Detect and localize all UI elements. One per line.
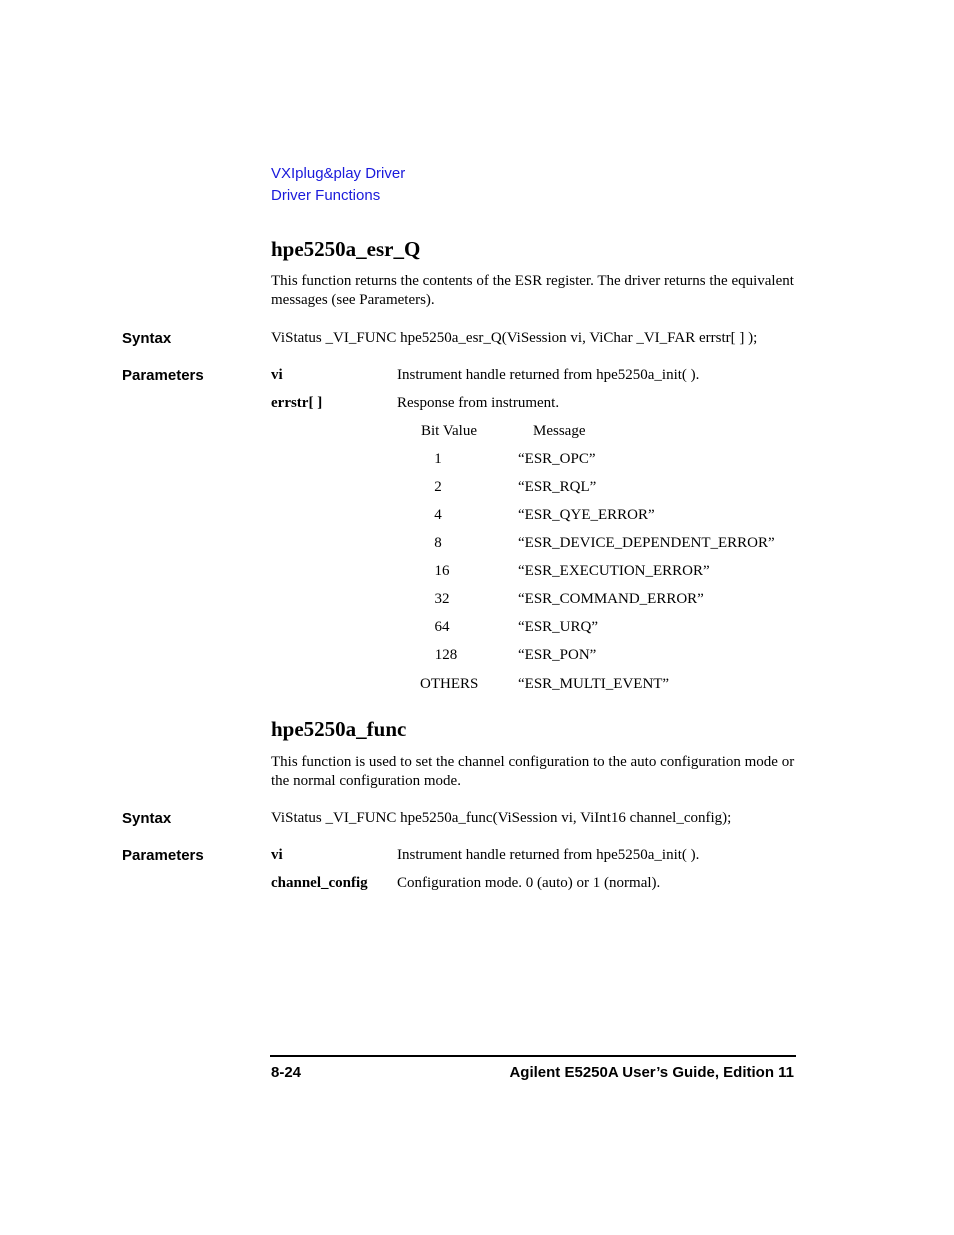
table-cell-bit: 128	[434, 647, 458, 663]
parameters-label: Parameters	[122, 367, 204, 384]
page-number: 8-24	[271, 1064, 302, 1081]
param-name: errstr[ ]	[271, 395, 323, 411]
table-cell-message: “ESR_EXECUTION_ERROR”	[518, 563, 710, 579]
parameters-label: Parameters	[122, 847, 204, 864]
table-cell-bit: 16	[434, 563, 450, 579]
table-cell-message: “ESR_COMMAND_ERROR”	[518, 591, 704, 607]
table-cell-message: “ESR_PON”	[518, 647, 597, 663]
table-cell-message: “ESR_URQ”	[518, 619, 598, 635]
table-cell-message: “ESR_QYE_ERROR”	[518, 507, 655, 523]
table-cell-bit: 1	[434, 451, 442, 467]
breadcrumb-link-driver-functions[interactable]: Driver Functions	[271, 187, 381, 204]
table-cell-bit: 64	[434, 619, 450, 635]
param-name: vi	[271, 847, 283, 863]
param-desc: Instrument handle returned from hpe5250a_init( ).	[397, 367, 700, 383]
footer-rule	[270, 1055, 796, 1057]
guide-title: Agilent E5250A User’s Guide, Edition 11	[509, 1064, 794, 1081]
section-description-func: This function is used to set the channel configuration to the auto configuration mode or the normal configuration mode.	[271, 754, 795, 789]
syntax-label: Syntax	[122, 330, 172, 347]
table-cell-bit: OTHERS	[420, 676, 479, 692]
table-header-message: Message	[533, 423, 586, 439]
section-title-esr-q: hpe5250a_esr_Q	[271, 237, 421, 261]
param-desc: Instrument handle returned from hpe5250a_init( ).	[397, 847, 700, 863]
syntax-text-func: ViStatus _VI_FUNC hpe5250a_func(ViSession vi, ViInt16 channel_config);	[271, 810, 732, 826]
table-cell-bit: 4	[434, 507, 442, 523]
param-desc: Configuration mode. 0 (auto) or 1 (normal).	[397, 875, 661, 891]
table-cell-message: “ESR_DEVICE_DEPENDENT_ERROR”	[518, 535, 775, 551]
table-cell-message: “ESR_RQL”	[518, 479, 597, 495]
table-cell-bit: 8	[434, 535, 442, 551]
section-title-func: hpe5250a_func	[271, 717, 407, 741]
table-cell-bit: 32	[434, 591, 450, 607]
syntax-label: Syntax	[122, 810, 172, 827]
breadcrumb-link-vxiplug[interactable]: VXIplug&play Driver	[271, 165, 406, 182]
param-desc: Response from instrument.	[397, 395, 560, 411]
param-name: channel_config	[271, 875, 368, 891]
section-description-esr-q: This function returns the contents of the ESR register. The driver returns the equivalent messages (see Parameters).	[271, 273, 794, 308]
table-cell-message: “ESR_MULTI_EVENT”	[518, 676, 670, 692]
table-cell-message: “ESR_OPC”	[518, 451, 596, 467]
table-header-bit-value: Bit Value	[421, 423, 477, 439]
param-name: vi	[271, 367, 283, 383]
table-cell-bit: 2	[434, 479, 442, 495]
syntax-text-esr-q: ViStatus _VI_FUNC hpe5250a_esr_Q(ViSession vi, ViChar _VI_FAR errstr[ ] );	[271, 330, 758, 346]
